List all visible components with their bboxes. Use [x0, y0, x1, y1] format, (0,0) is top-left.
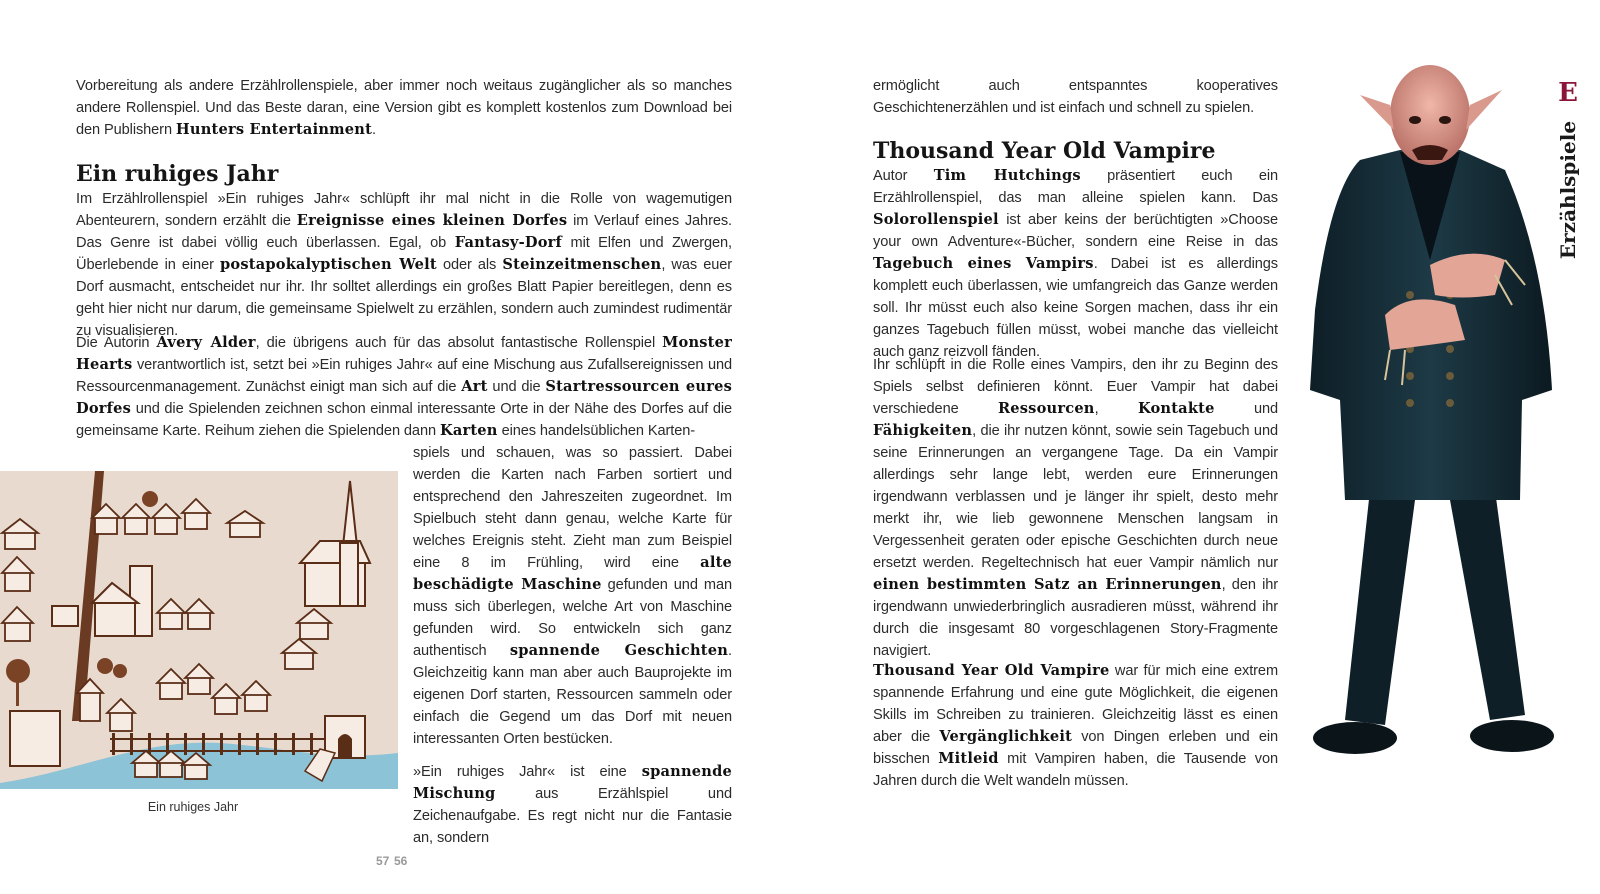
section-heading-ein-ruhiges-jahr: Ein ruhiges Jahr	[76, 161, 279, 187]
right-paragraph-1: Autor Tim Hutchings präsentiert euch ein Erzählrollenspiel, das man alleine spielen kann. Das Solorollenspiel ist aber keins der berüchtigten »Choose your own Adventure«-Bücher, sondern eine Reise in das Tagebuch eines Vampirs. Dabei ist es allerdings komplett euch überlassen, wie umfangreich das Ganze werden soll. Ihr müsst euch also keine Sorgen machen, dass ihr ein ganzes Tagebuch füllen müsst, wobei manche das vielleicht auch ganz reizvoll fänden.	[873, 167, 1278, 360]
left-narrow-column	[413, 442, 732, 849]
chapter-letter-marker: E	[1558, 78, 1578, 108]
highlighted-term: einen bestimmten Satz an Erinnerungen	[873, 576, 1222, 593]
highlighted-term: alte beschädigte Maschine	[413, 554, 732, 593]
highlighted-term: Thousand Year Old Vampire	[873, 662, 1110, 679]
highlighted-term: Steinzeitmenschen	[502, 256, 662, 273]
highlighted-term: Tim Hutchings	[933, 167, 1081, 184]
highlighted-term: Ressourcen	[997, 400, 1095, 417]
left-paragraph-1: Im Erzählrollenspiel »Ein ruhiges Jahr« schlüpft ihr mal nicht in die Rolle von wagemutigen Abenteurern, sondern erzählt die Ereignisse eines kleinen Dorfes im Verlauf eines Jahres. Das Genre ist dabei völlig euch überlassen. Egal, ob Fantasy-Dorf mit Elfen und Zwergen, Überlebende in einer postapokalyptischen Welt oder als Steinzeitmenschen, was euer Dorf ausmacht, entscheidet nur ihr. Ihr solltet allerdings ein großes Blatt Papier bereitlegen, denn es geht hier nicht nur darum, die gemeinsame Spielwelt zu erzählen, sondern auch zumindest rudimentär zu visualisieren.	[76, 191, 733, 339]
right-paragraph-3: Thousand Year Old Vampire war für mich eine extrem spannende Erfahrung und eine gute Möglichkeit, die eigenen Skills im Schreiben zu trainieren. Gleichzeitig lässt es einen aber die Vergänglichkeit von Dingen erleben und ein bisschen Mitleid mit Vampiren haben, die Tausende von Jahren durch die Welt wandeln müssen.	[873, 662, 1279, 789]
left-paragraph-3: »Ein ruhiges Jahr« ist eine spannende Mischung aus Erzählspiel und Zeichenaufgabe. Es regt nicht nur die Fantasie an, sondern	[413, 763, 732, 846]
right-paragraph-2: Ihr schlüpft in die Rolle eines Vampirs, den ihr zu Beginn des Spiels selbst definieren könnt. Euer Vampir hat dabei verschiedene Ressourcen, Kontakte und Fähigkeiten, die ihr nutzen könnt, sowie sein Tagebuch und seine Erinnerungen an vergangene Tage. Da ein Vampir allerdings sehr lange lebt, werden eure Erinnerungen irgendwann verblassen und je länger ihr spielt, desto mehr merkt ihr, wie lieb gewonnene Menschen langsam in Vergessenheit geraten oder epische Geschichten durch neue ersetzt werden. Regeltechnisch hat euer Vampir nämlich nur einen bestimmten Satz an Erinnerungen, den ihr irgendwann unwiederbringlich ausradieren müsst, während ihr durch die insgesamt 80 vorgeschlagenen Story-Fragmente navigiert.	[873, 357, 1278, 659]
left-intro-paragraph: Vorbereitung als andere Erzählrollenspiele, aber immer noch weitaus zugänglicher als so manches andere Rollenspiel. Und das Beste daran, eine Version gibt es komplett kostenlos zum Download bei den Publishern Hunters Entertainment.	[76, 78, 732, 138]
highlighted-term: Ereignisse eines kleinen Dorfes	[296, 212, 568, 229]
highlighted-term: Vergänglichkeit	[939, 728, 1073, 745]
highlighted-term: Hunters Entertainment	[175, 121, 373, 138]
highlighted-term: spannende Mischung	[413, 763, 732, 802]
highlighted-term: Monster Hearts	[76, 334, 733, 373]
left-paragraph-2-continued: spiels und schauen, was so passiert. Dabei werden die Karten nach Farben sortiert und entsprechend den Jahreszeiten zugeordnet. Im Spielbuch steht dann genau, welche Karte für welches Ereignis steht. Zieht man zum Beispiel eine 8 im Frühling, wird eine alte beschädigte Maschine gefunden und man muss sich überlegen, welche Art von Maschine gefunden wird. So entwickeln sich ganz authentisch spannende Geschichten. Gleichzeitig kann man aber auch Bauprojekte im eigenen Dorf starten, Ressourcen sammeln oder einfach die Gegend um das Dorf mit neuen interessanten Orten bestücken.	[413, 445, 732, 747]
highlighted-term: Tagebuch eines Vampirs	[873, 255, 1094, 272]
right-intro-paragraph: ermöglicht auch entspanntes kooperatives Geschichtenerzählen und ist einfach und schnell zu spielen.	[873, 78, 1278, 116]
highlighted-term: Mitleid	[938, 750, 999, 767]
page-number-right: 57	[376, 854, 390, 868]
highlighted-term: Avery Alder	[156, 334, 256, 351]
highlighted-term: Fähigkeiten	[873, 422, 973, 439]
highlighted-term: postapokalyptischen Welt	[220, 256, 437, 273]
chapter-tab	[1548, 78, 1588, 258]
highlighted-term: Solorollenspiel	[873, 211, 999, 228]
highlighted-term: Fantasy-Dorf	[454, 234, 563, 251]
highlighted-term: Startressourcen eures Dorfes	[76, 378, 732, 417]
section-heading-thousand-year-old-vampire: Thousand Year Old Vampire	[873, 138, 1216, 164]
vampire-illustration	[1290, 60, 1570, 785]
village-map-illustration	[0, 471, 398, 789]
highlighted-term: Art	[461, 378, 488, 395]
highlighted-term: spannende Geschichten	[509, 642, 729, 659]
left-paragraph-2: Die Autorin Avery Alder, die übrigens auch für das absolut fantastische Rollenspiel Monster Hearts verantwortlich ist, setzt bei »Ein ruhiges Jahr« auf eine Mischung aus Zufallsereignissen und Ressourcenmanagement. Zunächst einigt man sich auf die Art und die Startressourcen eures Dorfes und die Spielenden zeichnen schon einmal interessante Orte in der Nähe des Dorfes auf die gemeinsame Karte. Reihum ziehen die Spielenden dann Karten eines handelsüblichen Karten-	[76, 334, 733, 439]
page-number-left: 56	[394, 854, 408, 868]
chapter-label: Erzählspiele	[1556, 120, 1580, 260]
highlighted-term: Karten	[439, 422, 498, 439]
figure-caption: Ein ruhiges Jahr	[147, 800, 239, 814]
highlighted-term: Kontakte	[1137, 400, 1215, 417]
